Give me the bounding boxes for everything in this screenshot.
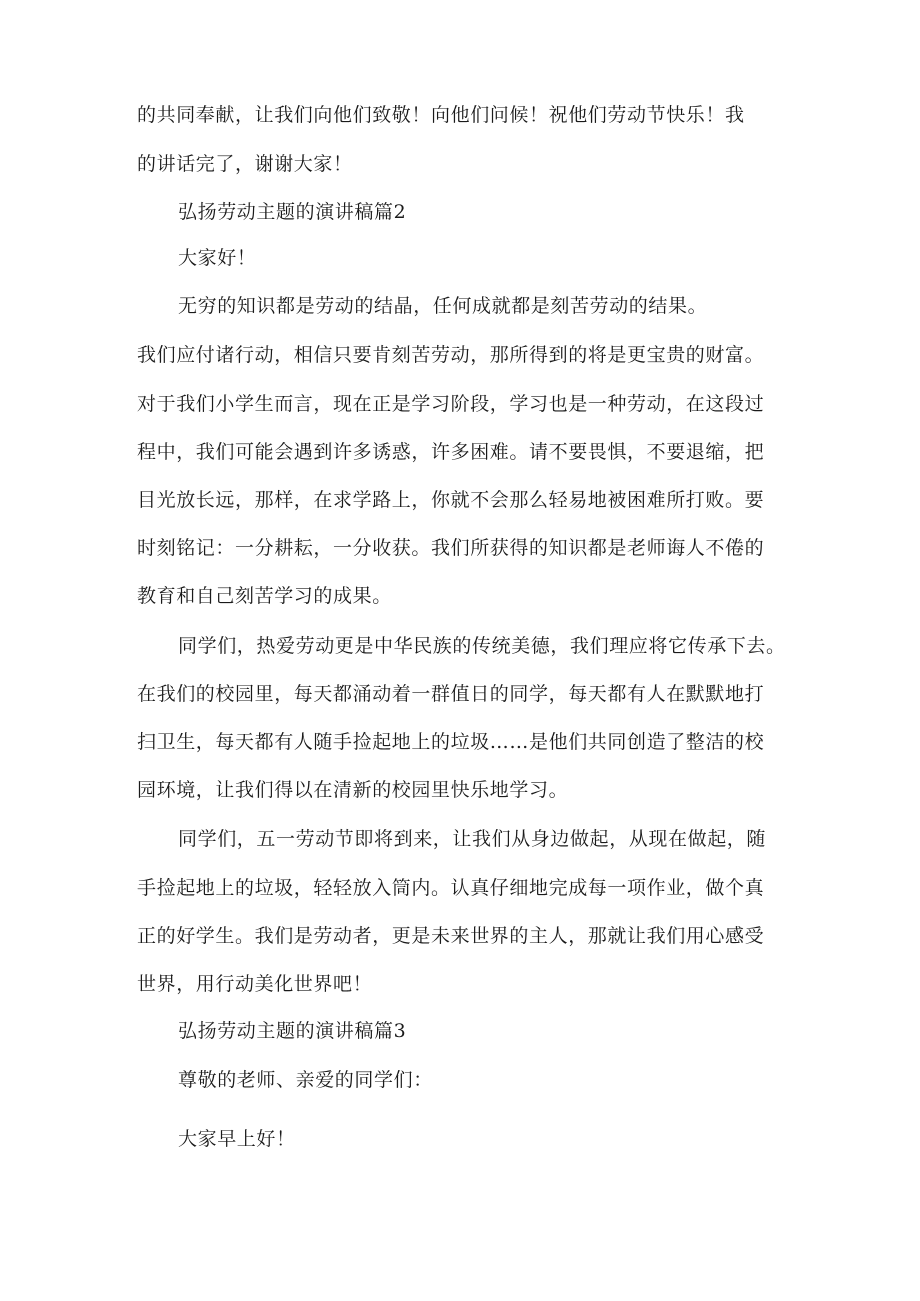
text-line: 对于我们小学生而言，现在正是学习阶段，学习也是一种劳动，在这段过 — [137, 393, 765, 415]
text-line: 的共同奉献，让我们向他们致敬！向他们问候！祝他们劳动节快乐！我 — [137, 104, 745, 126]
section-heading: 弘扬劳动主题的演讲稿篇3 — [178, 1020, 407, 1042]
salutation: 尊敬的老师、亲爱的同学们： — [178, 1069, 433, 1091]
text-line: 正的好学生。我们是劳动者，更是未来世界的主人，那就让我们用心感受 — [137, 925, 765, 947]
greeting: 大家好！ — [178, 247, 257, 269]
text-line: 目光放长远，那样，在求学路上，你就不会那么轻易地被困难所打败。要 — [137, 489, 765, 511]
greeting: 大家早上好！ — [178, 1128, 296, 1150]
text-line: 时刻铭记：一分耕耘，一分收获。我们所获得的知识都是老师诲人不倦的 — [137, 537, 765, 559]
text-line: 的讲话完了，谢谢大家！ — [137, 153, 353, 175]
text-line: 扫卫生，每天都有人随手捡起地上的垃圾……是他们共同创造了整洁的校 — [137, 731, 765, 753]
text-line: 世界，用行动美化世界吧！ — [137, 973, 373, 995]
text-line: 在我们的校园里，每天都涌动着一群值日的同学，每天都有人在默默地打 — [137, 683, 765, 705]
text-line: 手捡起地上的垃圾，轻轻放入筒内。认真仔细地完成每一项作业，做个真 — [137, 877, 765, 899]
paragraph-start: 同学们，热爱劳动更是中华民族的传统美德，我们理应将它传承下去。 — [178, 635, 786, 657]
text-line: 园环境，让我们得以在清新的校园里快乐地学习。 — [137, 779, 569, 801]
text-line: 我们应付诸行动，相信只要肯刻苦劳动，那所得到的将是更宝贵的财富。 — [137, 344, 765, 366]
text-line: 程中，我们可能会遇到许多诱惑，许多困难。请不要畏惧，不要退缩，把 — [137, 441, 765, 463]
text-line: 教育和自己刻苦学习的成果。 — [137, 585, 392, 607]
section-heading: 弘扬劳动主题的演讲稿篇2 — [178, 201, 407, 223]
paragraph-start: 同学们，五一劳动节即将到来，让我们从身边做起，从现在做起，随 — [178, 828, 767, 850]
paragraph-start: 无穷的知识都是劳动的结晶，任何成就都是刻苦劳动的结果。 — [178, 295, 708, 317]
